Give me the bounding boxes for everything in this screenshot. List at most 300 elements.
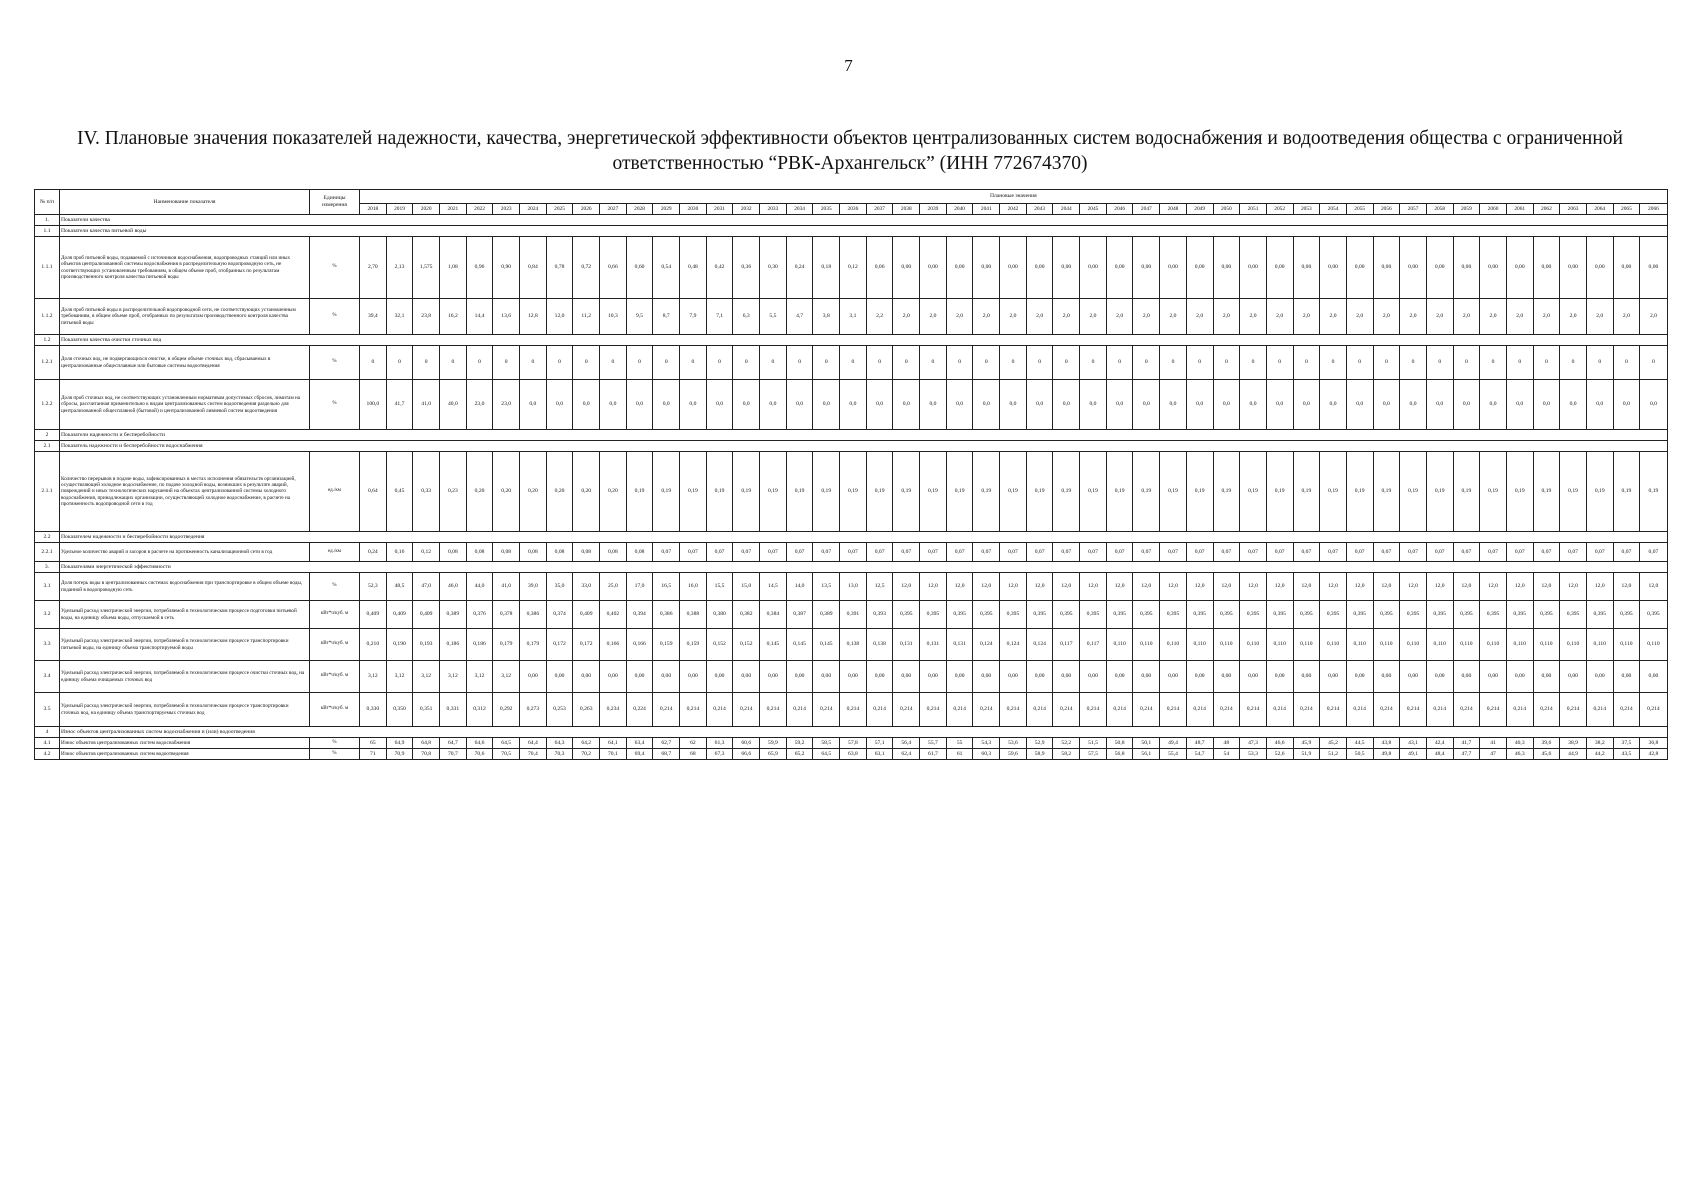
- value-cell: 0,00: [520, 661, 547, 693]
- value-cell: 0,350: [386, 693, 413, 727]
- value-cell: 0,0: [1133, 380, 1160, 430]
- value-cell: 0,273: [520, 693, 547, 727]
- value-cell: 66,6: [733, 749, 760, 760]
- value-cell: 0,00: [626, 661, 653, 693]
- header-year: 2047: [1133, 204, 1160, 215]
- value-cell: 0,07: [733, 543, 760, 562]
- value-cell: 0,110: [1560, 629, 1587, 661]
- value-cell: 0,12: [413, 543, 440, 562]
- value-cell: 0,60: [626, 237, 653, 299]
- value-cell: 2,0: [1320, 299, 1347, 335]
- value-cell: 0,131: [920, 629, 947, 661]
- value-cell: 0: [840, 346, 867, 380]
- header-year: 2042: [1000, 204, 1027, 215]
- value-cell: 41,7: [386, 380, 413, 430]
- value-cell: 11,2: [573, 299, 600, 335]
- value-cell: 0,395: [1533, 601, 1560, 629]
- value-cell: 13,6: [493, 299, 520, 335]
- value-cell: 0,07: [1000, 543, 1027, 562]
- value-cell: 0,20: [600, 452, 627, 532]
- value-cell: 0,0: [920, 380, 947, 430]
- value-cell: 55: [946, 738, 973, 749]
- value-cell: 0,395: [1000, 601, 1027, 629]
- value-cell: 42,8: [1640, 749, 1667, 760]
- value-cell: 0,00: [946, 661, 973, 693]
- value-cell: 0,07: [1080, 543, 1107, 562]
- value-cell: 3,12: [440, 661, 467, 693]
- value-cell: 64,9: [386, 738, 413, 749]
- value-cell: 0,152: [733, 629, 760, 661]
- value-cell: 44,2: [1586, 749, 1613, 760]
- value-cell: 2,0: [1400, 299, 1427, 335]
- value-cell: 0,00: [1106, 661, 1133, 693]
- value-cell: 0,214: [1240, 693, 1267, 727]
- value-cell: 53,6: [1000, 738, 1027, 749]
- value-cell: 60,6: [733, 738, 760, 749]
- value-cell: 0,19: [1053, 452, 1080, 532]
- value-cell: 0,214: [1613, 693, 1640, 727]
- value-cell: 0,00: [1373, 237, 1400, 299]
- value-cell: 0,20: [546, 452, 573, 532]
- value-cell: 0,00: [1266, 237, 1293, 299]
- table-row: [35, 380, 1668, 430]
- value-cell: 0,110: [1133, 629, 1160, 661]
- value-cell: 0,0: [1240, 380, 1267, 430]
- value-cell: 0: [1293, 346, 1320, 380]
- value-cell: 12,0: [1560, 573, 1587, 601]
- header-year: 2038: [893, 204, 920, 215]
- header-planned-values: Плановые значения: [360, 190, 1668, 204]
- value-cell: 0,00: [920, 661, 947, 693]
- value-cell: 0,387: [786, 601, 813, 629]
- value-cell: 0,145: [813, 629, 840, 661]
- indicator-name: Доля проб сточных вод, не соответствующих установленным нормативам допустимых сбросов, лимитам на сбросы, рассчитанная применительно к видам централизованных систем водоотведения раздельно для централизованной общесплавной (бытовой) и централизованной ливневой систем водоотведения: [60, 380, 310, 430]
- value-cell: 0,395: [973, 601, 1000, 629]
- row-code: 2.1: [35, 441, 60, 452]
- value-cell: 0,07: [840, 543, 867, 562]
- value-cell: 0: [520, 346, 547, 380]
- value-cell: 0,07: [1053, 543, 1080, 562]
- value-cell: 0,395: [1266, 601, 1293, 629]
- value-cell: 0,66: [600, 237, 627, 299]
- value-cell: 43,1: [1400, 738, 1427, 749]
- value-cell: 0,00: [1320, 661, 1347, 693]
- value-cell: 0,19: [1080, 452, 1107, 532]
- value-cell: 0: [1053, 346, 1080, 380]
- value-cell: 0,110: [1106, 629, 1133, 661]
- value-cell: 0,18: [813, 237, 840, 299]
- value-cell: 2,0: [920, 299, 947, 335]
- value-cell: 0,186: [466, 629, 493, 661]
- value-cell: 0,16: [386, 543, 413, 562]
- unit-cell: %: [310, 346, 360, 380]
- value-cell: 0,07: [1293, 543, 1320, 562]
- value-cell: 0,07: [813, 543, 840, 562]
- value-cell: 0: [1560, 346, 1587, 380]
- header-year: 2055: [1346, 204, 1373, 215]
- value-cell: 0,214: [1160, 693, 1187, 727]
- value-cell: 50,5: [1346, 749, 1373, 760]
- value-cell: 0,07: [1560, 543, 1587, 562]
- value-cell: 0,19: [760, 452, 787, 532]
- table-row: [35, 738, 1668, 749]
- value-cell: 14,0: [786, 573, 813, 601]
- value-cell: 17,0: [626, 573, 653, 601]
- value-cell: 0,138: [866, 629, 893, 661]
- value-cell: 0,0: [520, 380, 547, 430]
- value-cell: 70,8: [413, 749, 440, 760]
- value-cell: 0,07: [1506, 543, 1533, 562]
- value-cell: 43,8: [1373, 738, 1400, 749]
- value-cell: 56,4: [893, 738, 920, 749]
- value-cell: 64,7: [440, 738, 467, 749]
- value-cell: 0,0: [1640, 380, 1667, 430]
- value-cell: 0,0: [1160, 380, 1187, 430]
- value-cell: 0,395: [920, 601, 947, 629]
- value-cell: 48,5: [386, 573, 413, 601]
- value-cell: 0,00: [813, 661, 840, 693]
- value-cell: 0,384: [760, 601, 787, 629]
- value-cell: 2,0: [1160, 299, 1187, 335]
- header-year: 2033: [760, 204, 787, 215]
- header-year: 2056: [1373, 204, 1400, 215]
- value-cell: 0,07: [1240, 543, 1267, 562]
- value-cell: 0,253: [546, 693, 573, 727]
- value-cell: 36,8: [1640, 738, 1667, 749]
- value-cell: 100,0: [360, 380, 387, 430]
- value-cell: 16,2: [440, 299, 467, 335]
- unit-cell: ед./км: [310, 452, 360, 532]
- section-row: [35, 215, 1668, 226]
- header-year: 2045: [1080, 204, 1107, 215]
- value-cell: 2,0: [1080, 299, 1107, 335]
- value-cell: 62: [680, 738, 707, 749]
- value-cell: 0,00: [1320, 237, 1347, 299]
- value-cell: 0,389: [440, 601, 467, 629]
- header-year: 2022: [466, 204, 493, 215]
- value-cell: 0,159: [653, 629, 680, 661]
- value-cell: 44,9: [1560, 749, 1587, 760]
- value-cell: 0,00: [1080, 661, 1107, 693]
- row-code: 3.2: [35, 601, 60, 629]
- value-cell: 47,7: [1453, 749, 1480, 760]
- value-cell: 0: [1400, 346, 1427, 380]
- value-cell: 0,214: [1533, 693, 1560, 727]
- value-cell: 0,395: [1133, 601, 1160, 629]
- value-cell: 0,292: [493, 693, 520, 727]
- value-cell: 0,00: [866, 661, 893, 693]
- value-cell: 0,0: [1426, 380, 1453, 430]
- value-cell: 0,06: [866, 237, 893, 299]
- value-cell: 0: [680, 346, 707, 380]
- value-cell: 0,214: [1293, 693, 1320, 727]
- value-cell: 0,214: [920, 693, 947, 727]
- value-cell: 0,0: [813, 380, 840, 430]
- value-cell: 0,33: [413, 452, 440, 532]
- header-year: 2025: [546, 204, 573, 215]
- value-cell: 0,42: [706, 237, 733, 299]
- value-cell: 0: [466, 346, 493, 380]
- value-cell: 0,19: [946, 452, 973, 532]
- header-year: 2051: [1240, 204, 1267, 215]
- value-cell: 2,0: [1106, 299, 1133, 335]
- header-year: 2020: [413, 204, 440, 215]
- value-cell: 12,0: [1400, 573, 1427, 601]
- value-cell: 2,0: [1453, 299, 1480, 335]
- value-cell: 0: [1106, 346, 1133, 380]
- value-cell: 12,0: [1320, 573, 1347, 601]
- value-cell: 62,4: [893, 749, 920, 760]
- value-cell: 53,3: [1240, 749, 1267, 760]
- value-cell: 64,8: [413, 738, 440, 749]
- value-cell: 0,00: [1400, 661, 1427, 693]
- value-cell: 0,0: [1560, 380, 1587, 430]
- value-cell: 0,110: [1453, 629, 1480, 661]
- value-cell: 25,0: [600, 573, 627, 601]
- value-cell: 0,331: [440, 693, 467, 727]
- value-cell: 0,0: [973, 380, 1000, 430]
- unit-cell: кВт*ч/куб. м: [310, 661, 360, 693]
- value-cell: 0,214: [680, 693, 707, 727]
- value-cell: 0,00: [1453, 661, 1480, 693]
- value-cell: 0,00: [1613, 237, 1640, 299]
- value-cell: 0,389: [813, 601, 840, 629]
- value-cell: 41,7: [1453, 738, 1480, 749]
- header-num: № п/п: [35, 190, 60, 215]
- value-cell: 37,5: [1613, 738, 1640, 749]
- value-cell: 0,214: [946, 693, 973, 727]
- value-cell: 0: [760, 346, 787, 380]
- value-cell: 12,0: [1293, 573, 1320, 601]
- header-year: 2028: [626, 204, 653, 215]
- value-cell: 0,214: [733, 693, 760, 727]
- value-cell: 51,2: [1320, 749, 1347, 760]
- value-cell: 59,6: [1000, 749, 1027, 760]
- header-year: 2029: [653, 204, 680, 215]
- value-cell: 0,214: [1480, 693, 1507, 727]
- value-cell: 2,0: [1053, 299, 1080, 335]
- value-cell: 57,8: [840, 738, 867, 749]
- value-cell: 0,214: [840, 693, 867, 727]
- value-cell: 12,0: [1026, 573, 1053, 601]
- value-cell: 0,07: [1186, 543, 1213, 562]
- value-cell: 0,00: [1186, 661, 1213, 693]
- section-label: Показателями энергетической эффективности: [60, 562, 1668, 573]
- value-cell: 2,0: [1533, 299, 1560, 335]
- header-year: 2027: [600, 204, 627, 215]
- value-cell: 0,20: [573, 452, 600, 532]
- section-label: Показатель надежности и бесперебойности водоснабжения: [60, 441, 1668, 452]
- value-cell: 0: [1266, 346, 1293, 380]
- value-cell: 0,07: [680, 543, 707, 562]
- document-title: [50, 126, 1650, 176]
- value-cell: 46,6: [1266, 738, 1293, 749]
- value-cell: 0: [1160, 346, 1187, 380]
- value-cell: 0,0: [1213, 380, 1240, 430]
- value-cell: 57,5: [1080, 749, 1107, 760]
- value-cell: 0,0: [1080, 380, 1107, 430]
- value-cell: 0,395: [1560, 601, 1587, 629]
- header-year: 2030: [680, 204, 707, 215]
- table-row: [35, 346, 1668, 380]
- value-cell: 0,00: [1053, 661, 1080, 693]
- value-cell: 0,395: [946, 601, 973, 629]
- table-row: [35, 601, 1668, 629]
- header-year: 2062: [1533, 204, 1560, 215]
- header-year: 2057: [1400, 204, 1427, 215]
- value-cell: 0,07: [1346, 543, 1373, 562]
- section-row: [35, 727, 1668, 738]
- section-label: Износ объектов централизованных систем водоснабжения и (или) водоотведения: [60, 727, 1668, 738]
- value-cell: 0,07: [1480, 543, 1507, 562]
- value-cell: 0,54: [653, 237, 680, 299]
- value-cell: 0,382: [733, 601, 760, 629]
- value-cell: 12,0: [1213, 573, 1240, 601]
- value-cell: 0,0: [1346, 380, 1373, 430]
- value-cell: 0,00: [1053, 237, 1080, 299]
- value-cell: 2,0: [1186, 299, 1213, 335]
- value-cell: 2,0: [893, 299, 920, 335]
- value-cell: 2,70: [360, 237, 387, 299]
- value-cell: 42,4: [1426, 738, 1453, 749]
- header-year: 2035: [813, 204, 840, 215]
- unit-cell: %: [310, 299, 360, 335]
- value-cell: 0,19: [1133, 452, 1160, 532]
- value-cell: 48: [1213, 738, 1240, 749]
- value-cell: 12,0: [1133, 573, 1160, 601]
- header-year: 2032: [733, 204, 760, 215]
- value-cell: 64,2: [573, 738, 600, 749]
- value-cell: 12,0: [1080, 573, 1107, 601]
- value-cell: 50,8: [1106, 738, 1133, 749]
- value-cell: 12,0: [1266, 573, 1293, 601]
- value-cell: 0,0: [1506, 380, 1533, 430]
- row-code: 2.1.1: [35, 452, 60, 532]
- value-cell: 54,7: [1186, 749, 1213, 760]
- value-cell: 0,214: [786, 693, 813, 727]
- value-cell: 0: [440, 346, 467, 380]
- value-cell: 0,0: [1400, 380, 1427, 430]
- value-cell: 0,110: [1613, 629, 1640, 661]
- header-name: Наименование показателя: [60, 190, 310, 215]
- header-year: 2023: [493, 204, 520, 215]
- value-cell: 45,2: [1320, 738, 1347, 749]
- value-cell: 0,110: [1480, 629, 1507, 661]
- header-year: 2044: [1053, 204, 1080, 215]
- value-cell: 7,1: [706, 299, 733, 335]
- value-cell: 0,64: [360, 452, 387, 532]
- indicator-name: Количество перерывов в подаче воды, зафиксированных в местах исполнения обязательств организацией, осуществляющей холодное водоснабжение, по подаче холодной воды, возникших в результате аварий, повреждений и иных технологических нарушений на объектах централизованной системы холодного водоснабжения, принадлежащих организации, осуществляющей холодное водоснабжение, в расчете на протяженность водопроводной сети в год: [60, 452, 310, 532]
- value-cell: 33,0: [573, 573, 600, 601]
- value-cell: 0,0: [840, 380, 867, 430]
- value-cell: 0,19: [1293, 452, 1320, 532]
- value-cell: 0,110: [1640, 629, 1667, 661]
- value-cell: 0,07: [1426, 543, 1453, 562]
- value-cell: 0: [1533, 346, 1560, 380]
- value-cell: 3,12: [413, 661, 440, 693]
- value-cell: 12,0: [1453, 573, 1480, 601]
- value-cell: 0,110: [1320, 629, 1347, 661]
- table-header: [35, 190, 1668, 215]
- value-cell: 0,00: [1026, 237, 1053, 299]
- header-year: 2059: [1453, 204, 1480, 215]
- value-cell: 0: [626, 346, 653, 380]
- value-cell: 0,0: [1186, 380, 1213, 430]
- section-label: Показателем надежности и бесперебойности водоотведения: [60, 532, 1668, 543]
- value-cell: 2,0: [1213, 299, 1240, 335]
- value-cell: 0,00: [920, 237, 947, 299]
- value-cell: 0,00: [1586, 661, 1613, 693]
- value-cell: 0,395: [1480, 601, 1507, 629]
- value-cell: 0: [1240, 346, 1267, 380]
- value-cell: 0,00: [1293, 661, 1320, 693]
- value-cell: 0,07: [1640, 543, 1667, 562]
- value-cell: 65: [360, 738, 387, 749]
- value-cell: 0,0: [1000, 380, 1027, 430]
- value-cell: 41,0: [413, 380, 440, 430]
- value-cell: 0,0: [1613, 380, 1640, 430]
- unit-cell: кВт*ч/куб. м: [310, 693, 360, 727]
- indicator-name: Доля проб питьевой воды, подаваемой с источников водоснабжения, водопроводных станций или иных объектов централизованной системы водоснабжения в распределительную водопроводную сеть, не соответствующих установленным требованиям, в общем объеме проб, отобранных по результатам производственного контроля качества питьевой воды: [60, 237, 310, 299]
- value-cell: 0,08: [573, 543, 600, 562]
- value-cell: 15,5: [706, 573, 733, 601]
- value-cell: 0,159: [680, 629, 707, 661]
- value-cell: 0,07: [706, 543, 733, 562]
- value-cell: 0,0: [1266, 380, 1293, 430]
- value-cell: 0,0: [1293, 380, 1320, 430]
- value-cell: 0,07: [1400, 543, 1427, 562]
- value-cell: 0,110: [1293, 629, 1320, 661]
- value-cell: 0,00: [1346, 661, 1373, 693]
- value-cell: 12,0: [1000, 573, 1027, 601]
- value-cell: 0,08: [546, 543, 573, 562]
- row-code: 1.2.2: [35, 380, 60, 430]
- value-cell: 7,9: [680, 299, 707, 335]
- value-cell: 2,0: [1613, 299, 1640, 335]
- value-cell: 0,393: [866, 601, 893, 629]
- value-cell: 0,00: [1613, 661, 1640, 693]
- value-cell: 47: [1480, 749, 1507, 760]
- value-cell: 0,00: [1533, 661, 1560, 693]
- value-cell: 0,395: [1346, 601, 1373, 629]
- value-cell: 0,330: [360, 693, 387, 727]
- value-cell: 0,07: [1613, 543, 1640, 562]
- header-year: 2064: [1586, 204, 1613, 215]
- section-label: Показатели качества очистки сточных вод: [60, 335, 1668, 346]
- value-cell: 0,179: [493, 629, 520, 661]
- value-cell: 10,3: [600, 299, 627, 335]
- value-cell: 0,00: [1026, 661, 1053, 693]
- value-cell: 71: [360, 749, 387, 760]
- value-cell: 0,19: [786, 452, 813, 532]
- header-year: 2041: [973, 204, 1000, 215]
- value-cell: 0,110: [1160, 629, 1187, 661]
- value-cell: 40,0: [440, 380, 467, 430]
- value-cell: 0,00: [946, 237, 973, 299]
- value-cell: 0,214: [1346, 693, 1373, 727]
- value-cell: 0,19: [840, 452, 867, 532]
- unit-cell: кВт*ч/куб. м: [310, 629, 360, 661]
- value-cell: 0,409: [386, 601, 413, 629]
- value-cell: 0,395: [1586, 601, 1613, 629]
- value-cell: 0,48: [680, 237, 707, 299]
- value-cell: 3,12: [360, 661, 387, 693]
- header-year: 2040: [946, 204, 973, 215]
- value-cell: 0,186: [440, 629, 467, 661]
- value-cell: 0,214: [1186, 693, 1213, 727]
- value-cell: 0,378: [493, 601, 520, 629]
- indicator-name: Износ объектов централизованных систем водоотведения: [60, 749, 310, 760]
